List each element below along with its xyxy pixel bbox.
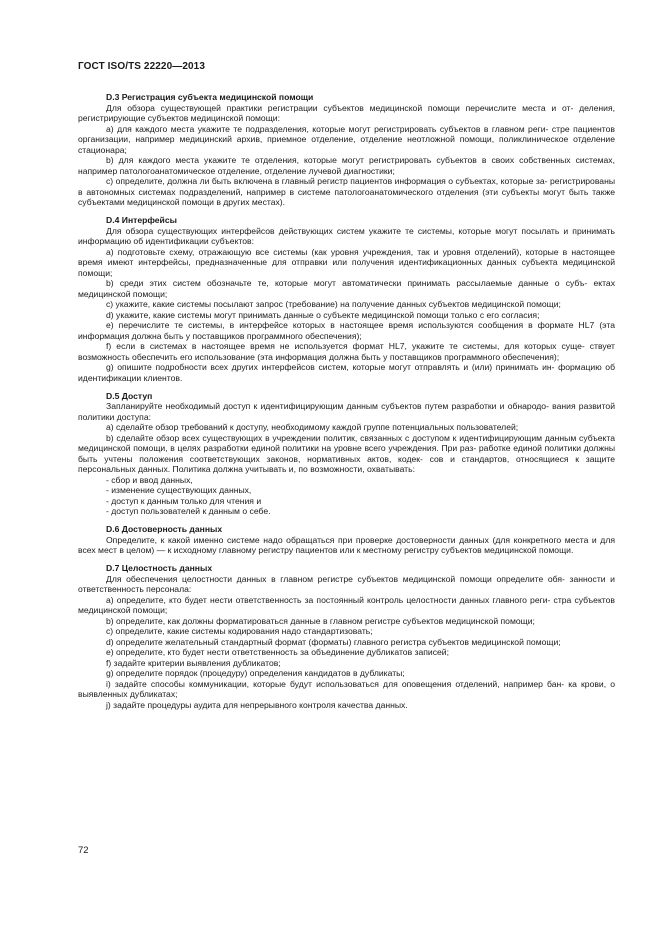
paragraph: c) определите, должна ли быть включена в главный регистр пациентов информация о субъектах, которые за- регистрированы в автономных системах подразделений, например в системе патологоанатомического отделения (эти субъекты могут быть также субъектами медицинской помощи в других местах). — [78, 176, 615, 207]
paragraph: Для обзора существующей практики регистрации субъектов медицинской помощи перечислите места и от- деления, регистрирующие субъектов медицинской помощи: — [78, 102, 615, 123]
section-heading-d7: D.7 Целостность данных — [106, 563, 213, 573]
paragraph: f) если в системах в настоящее время не используется формат HL7, укажите те системы, для которых суще- ствует возможность обеспечить его использование (эта информация должна быть у поставщиков программного обеспечения); — [78, 341, 615, 362]
section-heading-d3: D.3 Регистрация субъекта медицинской помощи — [106, 92, 314, 102]
paragraph: f) задайте критерии выявления дубликатов; — [106, 657, 281, 668]
list-item: - изменение существующих данных, — [106, 485, 252, 495]
paragraph: a) подготовьте схему, отражающую все системы (как уровня учреждения, так и уровня отделений), которые в настоящее время имеют интерфейсы, предназначенные для отправки или получения идентификационных данных субъекта медицинской помощи; — [78, 246, 615, 278]
page-number: 72 — [78, 845, 89, 856]
list-item: - сбор и ввод данных, — [106, 474, 193, 485]
paragraph: i) задайте способы коммуникации, которые будут использоваться для оповещения отделений, например бан- ка крови, о выявленных дубликатах; — [78, 678, 615, 699]
paragraph: b) определите, как должны форматироваться данные в главном регистре субъектов медицинской помощи; — [106, 615, 535, 626]
section-heading-d6: D.6 Достоверность данных — [106, 524, 223, 534]
paragraph: b) сделайте обзор всех существующих в учреждении политик, связанных с доступом к идентифицирующим данным субъекта медицинской помощи, в целях разработки единой политики на уровне всего учреждения. При раз- работке единой политики должны быть учтены положения соответствующих законов, нормативных актов, кодек- сов и стандартов, относящиеся к защите персональных данных. Политика должна учитывать и, по возможности, охватывать: — [78, 432, 615, 474]
paragraph: g) опишите подробности всех других интерфейсов систем, которые могут отправлять и (или) принимать ин- формацию об идентификации клиентов. — [78, 362, 615, 383]
paragraph: a) определите, кто будет нести ответственность за постоянный контроль целостности данных главного реги- стра субъектов медицинской помощи; — [78, 594, 615, 615]
paragraph: d) определите желательный стандартный формат (форматы) главного регистра субъектов медицинской помощи; — [106, 636, 561, 647]
document-body — [78, 92, 615, 710]
list-item: - доступ к данным только для чтения и — [106, 495, 262, 506]
paragraph: a) сделайте обзор требований к доступу, необходимому каждой группе потенциальных пользователей; — [106, 422, 519, 432]
paragraph: e) определите, кто будет нести ответственность за объединение дубликатов записей; — [106, 647, 449, 657]
section-heading-d4: D.4 Интерфейсы — [106, 215, 177, 225]
document-header: ГОСТ ISO/TS 22220—2013 — [78, 61, 205, 72]
paragraph: Определите, к какой именно системе надо обращаться при проверке достоверности данных (для конкретного места и для всех мест в целом) — к исходному главному регистру пациентов или к местному регистру субъектов медицинской помощи. — [78, 534, 615, 555]
paragraph: Для обеспечения целостности данных в главном регистре субъектов медицинской помощи определите обя- занности и ответственность персонала: — [78, 573, 615, 594]
paragraph: Для обзора существующих интерфейсов действующих систем укажите те системы, которые могут посылать и принимать информацию об идентификации субъектов: — [78, 225, 615, 246]
section-heading-d5: D.5 Доступ — [106, 390, 153, 401]
paragraph: Запланируйте необходимый доступ к идентифицирующим данным субъектов путем разработки и обнародо- вания развитой политики доступа: — [78, 401, 615, 422]
paragraph: b) среди этих систем обозначьте те, которые могут автоматически принимать рассылаемые данные о субъ- ектах медицинской помощи; — [78, 278, 615, 299]
paragraph: c) определите, какие системы кодирования надо стандартизовать; — [106, 626, 373, 636]
list-item: - доступ пользователей к данным о себе. — [106, 506, 271, 516]
paragraph: c) укажите, какие системы посылают запрос (требование) на получение данных субъектов медицинской помощи; — [106, 299, 561, 309]
paragraph: b) для каждого места укажите те отделения, которые могут регистрировать субъектов в своих собственных системах, например патологоанатомическое отделение, отделение лучевой диагностики; — [78, 155, 615, 176]
paragraph: d) укажите, какие системы могут принимать данные о субъекте медицинской помощи только с его согласия; — [106, 309, 540, 320]
paragraph: e) перечислите те системы, в интерфейсе которых в настоящее время используются сообщения в формате HL7 (эта информация должна быть у поставщиков программного обеспечения); — [78, 320, 615, 341]
paragraph: a) для каждого места укажите те подразделения, которые могут регистрировать субъектов в главном реги- стре пациентов организации, например медицинский архив, приемное отделение, отделение неотложной помощи, поликлиническое отделение стационара; — [78, 123, 615, 155]
paragraph: g) определите порядок (процедуру) определения кандидатов в дубликаты; — [106, 668, 405, 678]
paragraph: j) задайте процедуры аудита для непрерывного контроля качества данных. — [106, 699, 408, 710]
